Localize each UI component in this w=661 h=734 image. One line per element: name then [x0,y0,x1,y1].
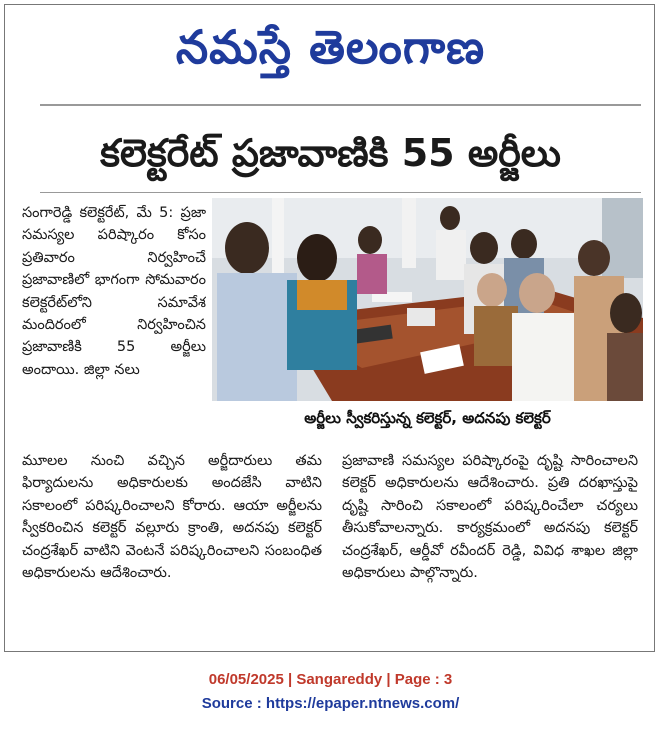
article-column-1-top: సంగారెడ్డి కలెక్టరేట్, మే 5: ప్రజా సమస్యల పరిష్కారం కోసం ప్రతివారం నిర్వహించే ప్రజావాణిలో భాగంగా సోమవారం కలెక్టరేట్‌లోని సమావేశ మందిరంలో నిర్వహించిన ప్రజావాణికి 55 అర్జీలు అందాయి. జిల్లా నలు [22,205,206,378]
article-column-1-bottom: మూలల నుంచి వచ్చిన అర్జీదారులు తమ ఫిర్యాదులను అధికారులకు అందజేసి వాటిని సకాలంలో పరిష్కరించాలని కోరారు. ఆయా అర్జీలను స్వీకరించిన కలెక్టర్ వల్లూరు క్రాంతి, అదనపు కలెక్టర్ చంద్రశేఖర్ వాటిని వెంటనే పరిష్కరించాలని సంబంధిత అధికారులను ఆదేశించారు. [22,453,322,582]
photo-illustration [212,198,643,401]
article-headline: కలెక్టరేట్ ప్రజావాణికి 55 అర్జీలు [100,131,561,175]
headline-divider [40,192,641,193]
footer-source-link[interactable]: Source : https://epaper.ntnews.com/ [201,695,460,712]
footer-dateline: 06/05/2025 | Sangareddy | Page : 3 [208,671,453,688]
article-photo [212,198,643,401]
masthead-title: నమస్తే తెలంగాణ [175,20,486,74]
photo-caption: అర్జీలు స్వీకరిస్తున్న కలెక్టర్, అదనపు కలెక్టర్ [212,401,643,435]
masthead-divider [40,104,641,106]
article-column-2: ప్రజావాణి సమస్యల పరిష్కారంపై దృష్టి సారించాలని కలెక్టర్ అధికారులను ఆదేశించారు. ప్రతి దరఖాస్తుపై దృష్టి సారించి సకాలంలో పరిష్కరించేలా చర్యలు తీసుకోవాలన్నారు. కార్యక్రమంలో అదనపు కలెక్టర్ చంద్రశేఖర్, ఆర్డీవో రవీందర్ రెడ్డి, వివిధ శాఖల జిల్లా అధికారులు పాల్గొన్నారు. [342,453,638,582]
